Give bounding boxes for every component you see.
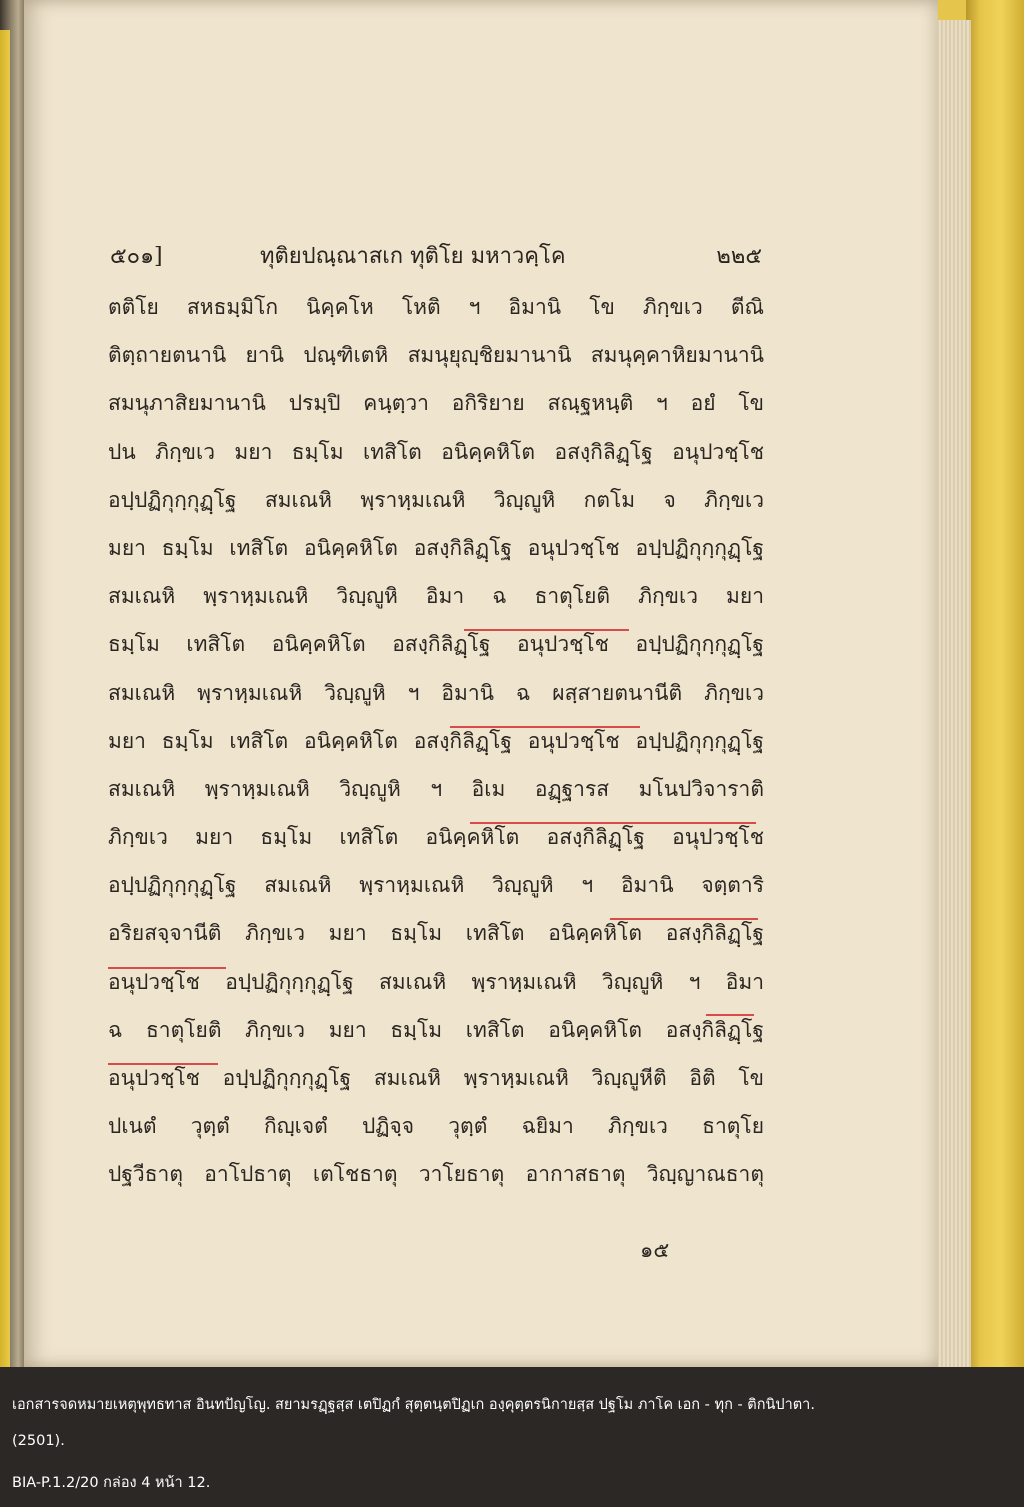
- caption-line-reference: BIA-P.1.2/20 กล่อง 4 หน้า 12.: [12, 1475, 211, 1491]
- page-number: ๑๕: [640, 1238, 670, 1262]
- book-page: [24, 0, 938, 1367]
- text-line: มยา ธมฺโม เทสิโต อนิคฺคหิโต อสงฺกิลิฏฺโฐ อนุปวชฺโช อปฺปฏิกุกฺกุฏฺโฐ: [108, 535, 764, 560]
- text-line: อริยสจฺจานีติ ภิกฺขเว มยา ธมฺโม เทสิโต อนิคฺคหิโต อสงฺกิลิฏฺโฐ: [108, 921, 764, 946]
- red-underline-annotation: [470, 822, 756, 824]
- text-line: สมนุภาสิยมานานิ ปรมฺปิ คนฺตฺวา อกิริยาย สณฺฐหนฺติ ฯ อยํ โข: [108, 391, 764, 416]
- left-book-cover: [0, 30, 10, 1367]
- running-head-title: ทุติยปณฺณาสเก ทุติโย มหาวคฺโค: [260, 244, 566, 269]
- red-underline-annotation: [108, 1063, 218, 1065]
- text-line: ปน ภิกฺขเว มยา ธมฺโม เทสิโต อนิคฺคหิโต อสงฺกิลิฏฺโฐ อนุปวชฺโช: [108, 439, 764, 464]
- text-line: ฉ ธาตุโยติ ภิกฺขเว มยา ธมฺโม เทสิโต อนิคฺคหิโต อสงฺกิลิฏฺโฐ: [108, 1017, 764, 1042]
- text-line: อนุปวชฺโช อปฺปฏิกุกฺกุฏฺโฐ สมเณหิ พฺราหฺมเณหิ วิญฺญูหิ ฯ อิมา: [108, 969, 764, 994]
- text-line: ปเนตํ วุตฺตํ กิญฺเจตํ ปฏิจฺจ วุตฺตํ ฉยิมา ภิกฺขเว ธาตุโย: [108, 1114, 764, 1139]
- running-head-page: ๒๒๕: [716, 244, 762, 269]
- text-line: ธมฺโม เทสิโต อนิคฺคหิโต อสงฺกิลิฏฺโฐ อนุปวชฺโช อปฺปฏิกุกฺกุฏฺโฐ: [108, 632, 764, 657]
- right-book-cover: [966, 0, 1024, 1367]
- running-head-section: ๕๐๑]: [110, 244, 163, 269]
- caption-line-year: (2501).: [12, 1433, 65, 1449]
- red-underline-annotation: [610, 918, 758, 920]
- text-line: ตติโย สหธมฺมิโก นิคฺคโห โหติ ฯ อิมานิ โข ภิกฺขเว ตีณิ: [108, 295, 764, 319]
- text-line: ภิกฺขเว มยา ธมฺโม เทสิโต อนิคฺคหิโต อสงฺกิลิฏฺโฐ อนุปวชฺโช: [108, 825, 764, 850]
- text-line: อปฺปฏิกุกฺกุฏฺโฐ สมเณหิ พฺราหฺมเณหิ วิญฺญูหิ กตโม จ ภิกฺขเว: [108, 487, 764, 512]
- text-line: ปฐวีธาตุ อาโปธาตุ เตโชธาตุ วาโยธาตุ อากาสธาตุ วิญฺญาณธาตุ: [108, 1162, 764, 1187]
- running-head: [110, 238, 762, 268]
- text-line: ติตฺถายตนานิ ยานิ ปณฺฑิเตหิ สมนุยุญฺชิยมานานิ สมนุคฺคาหิยมานานิ: [108, 343, 764, 368]
- caption-line-title: เอกสารจดหมายเหตุพุทธทาส อินทปัญโญ. สยามรฏฺฐสฺส เตปิฏกํ สุตฺตนฺตปิฏเก องฺคุตฺตรนิกายสฺส ปฐโม ภาโค เอก - ทุก - ติกนิปาตา.: [12, 1397, 815, 1413]
- red-underline-annotation: [450, 726, 640, 728]
- red-underline-annotation: [706, 1014, 754, 1016]
- text-line: อปฺปฏิกุกฺกุฏฺโฐ สมเณหิ พฺราหฺมเณหิ วิญฺญูหิ ฯ อิมานิ จตฺตาริ: [108, 873, 764, 898]
- text-line: มยา ธมฺโม เทสิโต อนิคฺคหิโต อสงฺกิลิฏฺโฐ อนุปวชฺโช อปฺปฏิกุกฺกุฏฺโฐ: [108, 728, 764, 753]
- red-underline-annotation: [108, 967, 226, 969]
- archive-caption: [0, 1367, 1024, 1507]
- text-line: สมเณหิ พฺราหฺมเณหิ วิญฺญูหิ ฯ อิมานิ ฉ ผสฺสายตนานีติ ภิกฺขเว: [108, 680, 764, 705]
- body-text: [108, 283, 764, 1199]
- red-underline-annotation: [464, 629, 629, 631]
- text-line: สมเณหิ พฺราหฺมเณหิ วิญฺญูหิ อิมา ฉ ธาตุโยติ ภิกฺขเว มยา: [108, 584, 764, 609]
- text-line: อนุปวชฺโช อปฺปฏิกุกฺกุฏฺโฐ สมเณหิ พฺราหฺมเณหิ วิญฺญูหีติ อิติ โข: [108, 1066, 764, 1090]
- text-line: สมเณหิ พฺราหฺมเณหิ วิญฺญูหิ ฯ อิเม อฏฺฐารส มโนปวิจาราติ: [108, 776, 764, 801]
